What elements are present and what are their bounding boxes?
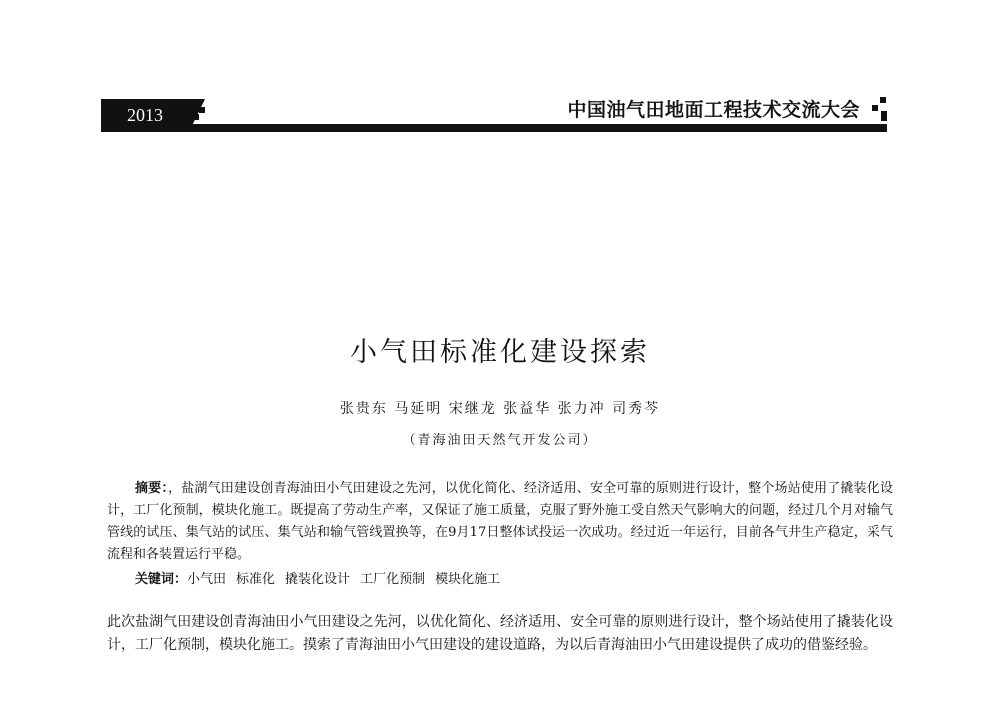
corner-squares-icon — [870, 97, 890, 125]
keyword: 小气田 — [187, 572, 227, 587]
author-name: 张贵东 — [339, 401, 388, 417]
author-name: 宋继龙 — [448, 401, 497, 417]
keyword: 模块化施工 — [435, 572, 501, 587]
abstract — [107, 478, 893, 566]
author-name: 张益华 — [503, 401, 552, 417]
keyword: 标准化 — [236, 572, 276, 587]
keyword: 撬装化设计 — [285, 572, 351, 587]
keywords — [135, 569, 885, 591]
keywords-label: 关键词： — [135, 572, 188, 587]
conference-name: 中国油气田地面工程技术交流大会 — [567, 99, 860, 121]
year-badge: 2013 — [101, 99, 189, 132]
body-paragraph-text: 此次盐湖气田建设创青海油田小气田建设之先河，以优化简化、经济适用、安全可靠的原则进行设计，整个场站使用了撬装化设计，工厂化预制，模块化施工。摸索了青海油田小气田建设的建设道路，为以后青海油田小气田建设提供了成功的借鉴经验。 — [107, 614, 893, 653]
abstract-text: ，盐湖气田建设创青海油田小气田建设之先河，以优化简化、经济适用、安全可靠的原则进行设计，整个场站使用了撬装化设计，工厂化预制，模块化施工。既提高了劳动生产率，又保证了施工质量，克服了野外施工受自然天气影响大的问题，经过几个月对输气管线的试压、集气站的试压、集气站和输气管线置换等，在9月17日整体试投运一次成功。经过近一年运行，目前各气井生产稳定，采气流程和各装置运行平稳。 — [107, 481, 893, 562]
author-name: 张力冲 — [557, 401, 606, 417]
author-affiliation: （青海油田天然气开发公司） — [402, 433, 598, 448]
header-rule — [101, 124, 887, 132]
author-name: 马延明 — [394, 401, 443, 417]
keyword: 工厂化预制 — [360, 572, 426, 587]
corner-squares-icon — [191, 101, 211, 125]
abstract-label: 摘要： — [135, 481, 169, 496]
paper-title: 小气田标准化建设探索 — [350, 337, 650, 368]
body-paragraph — [107, 611, 893, 657]
author-name: 司秀芩 — [612, 401, 661, 417]
author-list — [0, 398, 1000, 418]
